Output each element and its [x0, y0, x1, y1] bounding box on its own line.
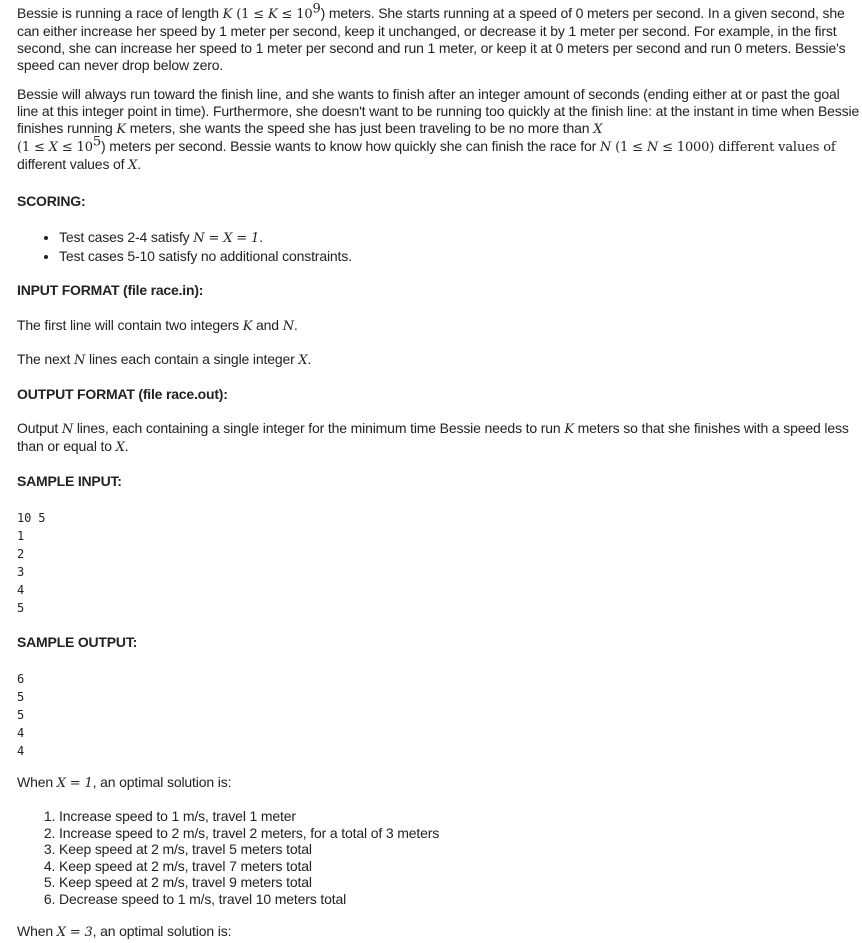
explanation-steps	[17, 808, 862, 907]
text: lines, each containing a single integer for the minimum time Bessie needs to run	[73, 420, 565, 436]
math-expr: ≤ 1000) different values of	[658, 140, 836, 155]
text: Output	[17, 420, 62, 436]
text: When	[17, 774, 57, 790]
math-var: X	[593, 122, 603, 137]
sample-output-block: 6 5 5 4 4	[17, 672, 25, 758]
math-var: N	[61, 422, 74, 437]
list-item: 1. Increase speed to 1 m/s, travel 1 meter	[59, 808, 862, 825]
text: lines each contain a single integer	[85, 351, 299, 367]
math-expr: (1 ≤	[17, 140, 49, 155]
math-var: N	[74, 353, 86, 368]
list-item	[59, 229, 862, 248]
output-format-line	[17, 420, 862, 456]
text: Bessie will always run toward the finish line, and she wants to finish after an integer amount of seconds (ending either at or past the goal line at this integer point in time). Furthermore, she doesn't want to be running too quickly at the finish line: at the instant in time when Bessie finishes running	[17, 86, 860, 136]
math-exponent: 5	[92, 134, 101, 150]
text: and	[252, 317, 283, 333]
sample-input-block: 10 5 1 2 3 4 5	[17, 511, 46, 615]
text: The next	[17, 351, 75, 367]
math-expr: N = X = 1	[193, 231, 260, 246]
text: meters, she wants the speed she has just been traveling to be no more than	[125, 120, 594, 136]
text: meters so that she finishes with a speed less than or equal to	[17, 420, 849, 454]
text: When	[17, 923, 57, 939]
math-expr: X = 3	[56, 925, 93, 940]
text: .	[307, 351, 312, 367]
math-var: N	[646, 140, 659, 155]
text: Bessie is running a race of length	[17, 5, 223, 21]
text: , an optimal solution is:	[92, 923, 232, 939]
math-expr: (1 ≤	[611, 140, 647, 155]
list-item: 3. Keep speed at 2 m/s, travel 5 meters total	[59, 841, 862, 858]
sample-input-heading: SAMPLE INPUT:	[17, 473, 122, 489]
math-var: N	[599, 140, 612, 155]
scoring-list	[17, 229, 862, 264]
scoring-heading: SCORING:	[17, 193, 86, 209]
sample-output-heading: SAMPLE OUTPUT:	[17, 634, 138, 650]
math-var: N	[282, 319, 294, 334]
explanation-intro-2	[17, 923, 862, 941]
text: different values of	[17, 156, 129, 172]
math-var: K	[267, 7, 278, 22]
text: ) meters per second. Bessie wants to know how quickly she can finish the race for	[100, 138, 600, 154]
text: , an optimal solution is:	[92, 774, 232, 790]
math-expr: ≤ 10	[57, 140, 93, 155]
text: .	[137, 156, 142, 172]
statement-paragraph-2	[17, 86, 862, 174]
input-format-line-1	[17, 317, 862, 335]
text: .	[293, 317, 298, 333]
input-format-heading: INPUT FORMAT (file race.in):	[17, 282, 204, 298]
text: Test cases 2-4 satisfy	[59, 229, 194, 245]
math-expr: X = 1	[56, 776, 93, 791]
problem-statement	[17, 1, 862, 941]
math-var: K	[222, 7, 233, 22]
output-format-heading: OUTPUT FORMAT (file race.out):	[17, 386, 228, 402]
math-var: K	[116, 122, 126, 137]
list-item: 2. Increase speed to 2 m/s, travel 2 meters, for a total of 3 meters	[59, 825, 862, 842]
text: .	[124, 438, 129, 454]
explanation-intro-1	[17, 774, 862, 792]
list-item: • Test cases 5-10 satisfy no additional constraints.	[59, 248, 862, 265]
math-var: K	[564, 422, 574, 437]
text: The first line will contain two integers	[17, 317, 243, 333]
list-item: 5. Keep speed at 2 m/s, travel 9 meters total	[59, 874, 862, 891]
list-item: 4. Keep speed at 2 m/s, travel 7 meters total	[59, 858, 862, 875]
math-var: X	[48, 140, 58, 155]
math-expr: (1 ≤	[232, 7, 268, 22]
math-var: X	[115, 440, 125, 455]
math-var: X	[128, 158, 138, 173]
text: ) meters. She starts running at a speed of 0 meters per second. In a given second, she can either increase her speed by 1 meter per second, keep it unchanged, or decrease it by 1 meter per second. For example, in the first second, she can increase her speed to 1 meter per second and run 1 meter, or keep it at 0 meters per second and run 0 meters. Bessie's speed can never drop below zero.	[17, 5, 846, 73]
text: .	[259, 229, 263, 245]
math-expr: ≤ 10	[277, 7, 313, 22]
math-var: K	[242, 319, 253, 334]
statement-paragraph-1	[17, 1, 862, 74]
math-var: X	[298, 353, 308, 368]
list-item: 6. Decrease speed to 1 m/s, travel 10 meters total	[59, 891, 862, 908]
math-exponent: 9	[312, 1, 321, 17]
input-format-line-2	[17, 351, 862, 369]
